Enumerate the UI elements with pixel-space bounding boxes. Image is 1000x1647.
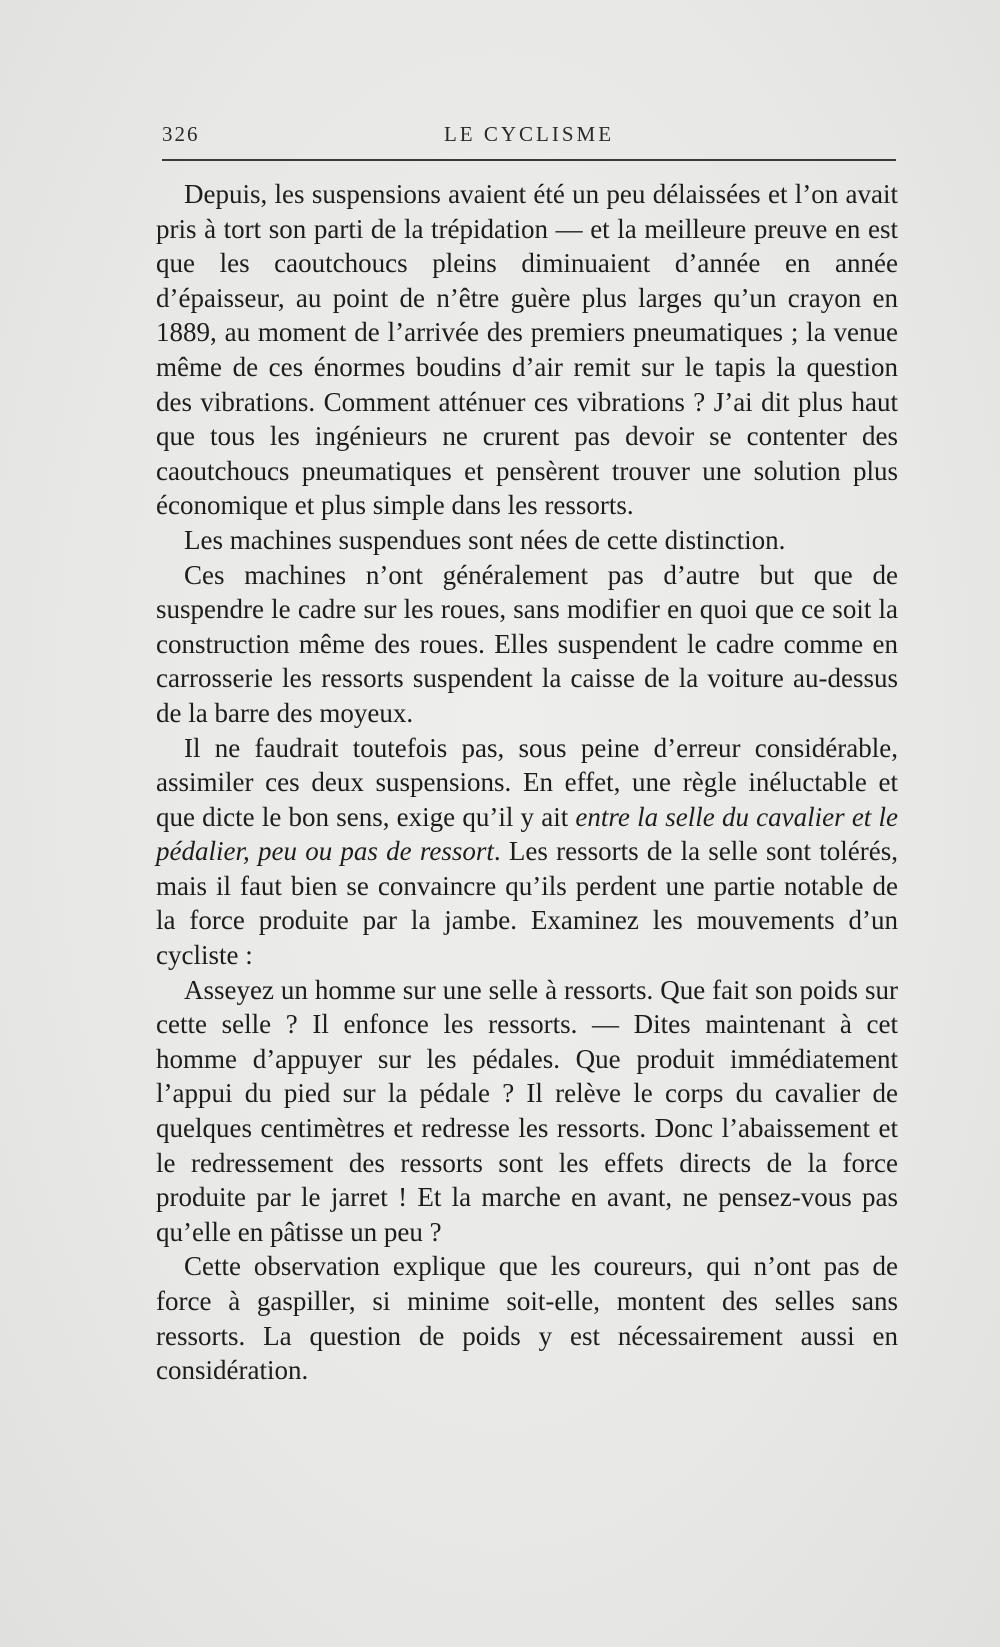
- paragraph: Asseyez un homme sur une selle à ressorts. Que fait son poids sur cette selle ? Il enfonce les ressorts. — Dites maintenant à cet homme d’appuyer sur les pédales. Que produit immédiatement l’appui du pied sur la pédale ? Il relève le corps du cavalier de quelques centimètres et redresse les ressorts. Donc l’abaissement et le redressement des ressorts sont les effets directs de la force produite par le jarret ! Et la marche en avant, ne pensez-vous pas qu’elle en pâtisse un peu ?: [156, 974, 898, 1247]
- body-text: [156, 177, 898, 1388]
- paragraph: Les machines suspendues sont nées de cette distinction.: [184, 524, 786, 555]
- italic-emphasis: entre la selle du cavalier et le pédalier, peu ou pas de ressort: [156, 801, 898, 867]
- page-number: 326: [162, 122, 200, 146]
- running-title: LE CYCLISME: [443, 122, 615, 146]
- paragraph-text: . Les ressorts de la selle sont tolérés, mais il faut bien se convaincre qu’ils perdent une partie notable de la force produite par la jambe. Examinez les mouvements d’un cycliste :: [156, 836, 898, 971]
- running-header: [162, 118, 896, 150]
- header-rule: [162, 159, 896, 161]
- paragraph: Depuis, les suspensions avaient été un peu délaissées et l’on avait pris à tort son parti de la trépidation — et la meilleure preuve en est que les caoutchoucs pleins diminuaient d’année en année d’épaisseur, au point de n’être guère plus larges qu’un crayon en 1889, au moment de l’arrivée des premiers pneumatiques ; la venue même de ces énormes boudins d’air remit sur le tapis la question des vibrations. Comment atténuer ces vibrations ? J’ai dit plus haut que tous les ingénieurs ne crurent pas devoir se contenter des caoutchoucs pneumatiques et pensèrent trouver une solution plus économique et plus simple dans les ressorts.: [156, 179, 898, 521]
- paragraph: Ces machines n’ont généralement pas d’autre but que de suspendre le cadre sur les roues, sans modifier en quoi que ce soit la construction même des roues. Elles suspendent le cadre comme en carrosserie les ressorts suspendent la caisse de la voiture au-dessus de la barre des moyeux.: [156, 559, 898, 728]
- paragraph-text: Il ne faudrait toutefois pas, sous peine d’erreur considérable, assimiler ces deux suspensions. En effet, une règle inéluctable et que dicte le bon sens, exige qu’il y ait: [156, 732, 898, 832]
- paragraph: Cette observation explique que les coureurs, qui n’ont pas de force à gaspiller, si minime soit-elle, montent des selles sans ressorts. La question de poids y est nécessairement aussi en considération.: [156, 1251, 898, 1386]
- paragraph: [156, 731, 898, 973]
